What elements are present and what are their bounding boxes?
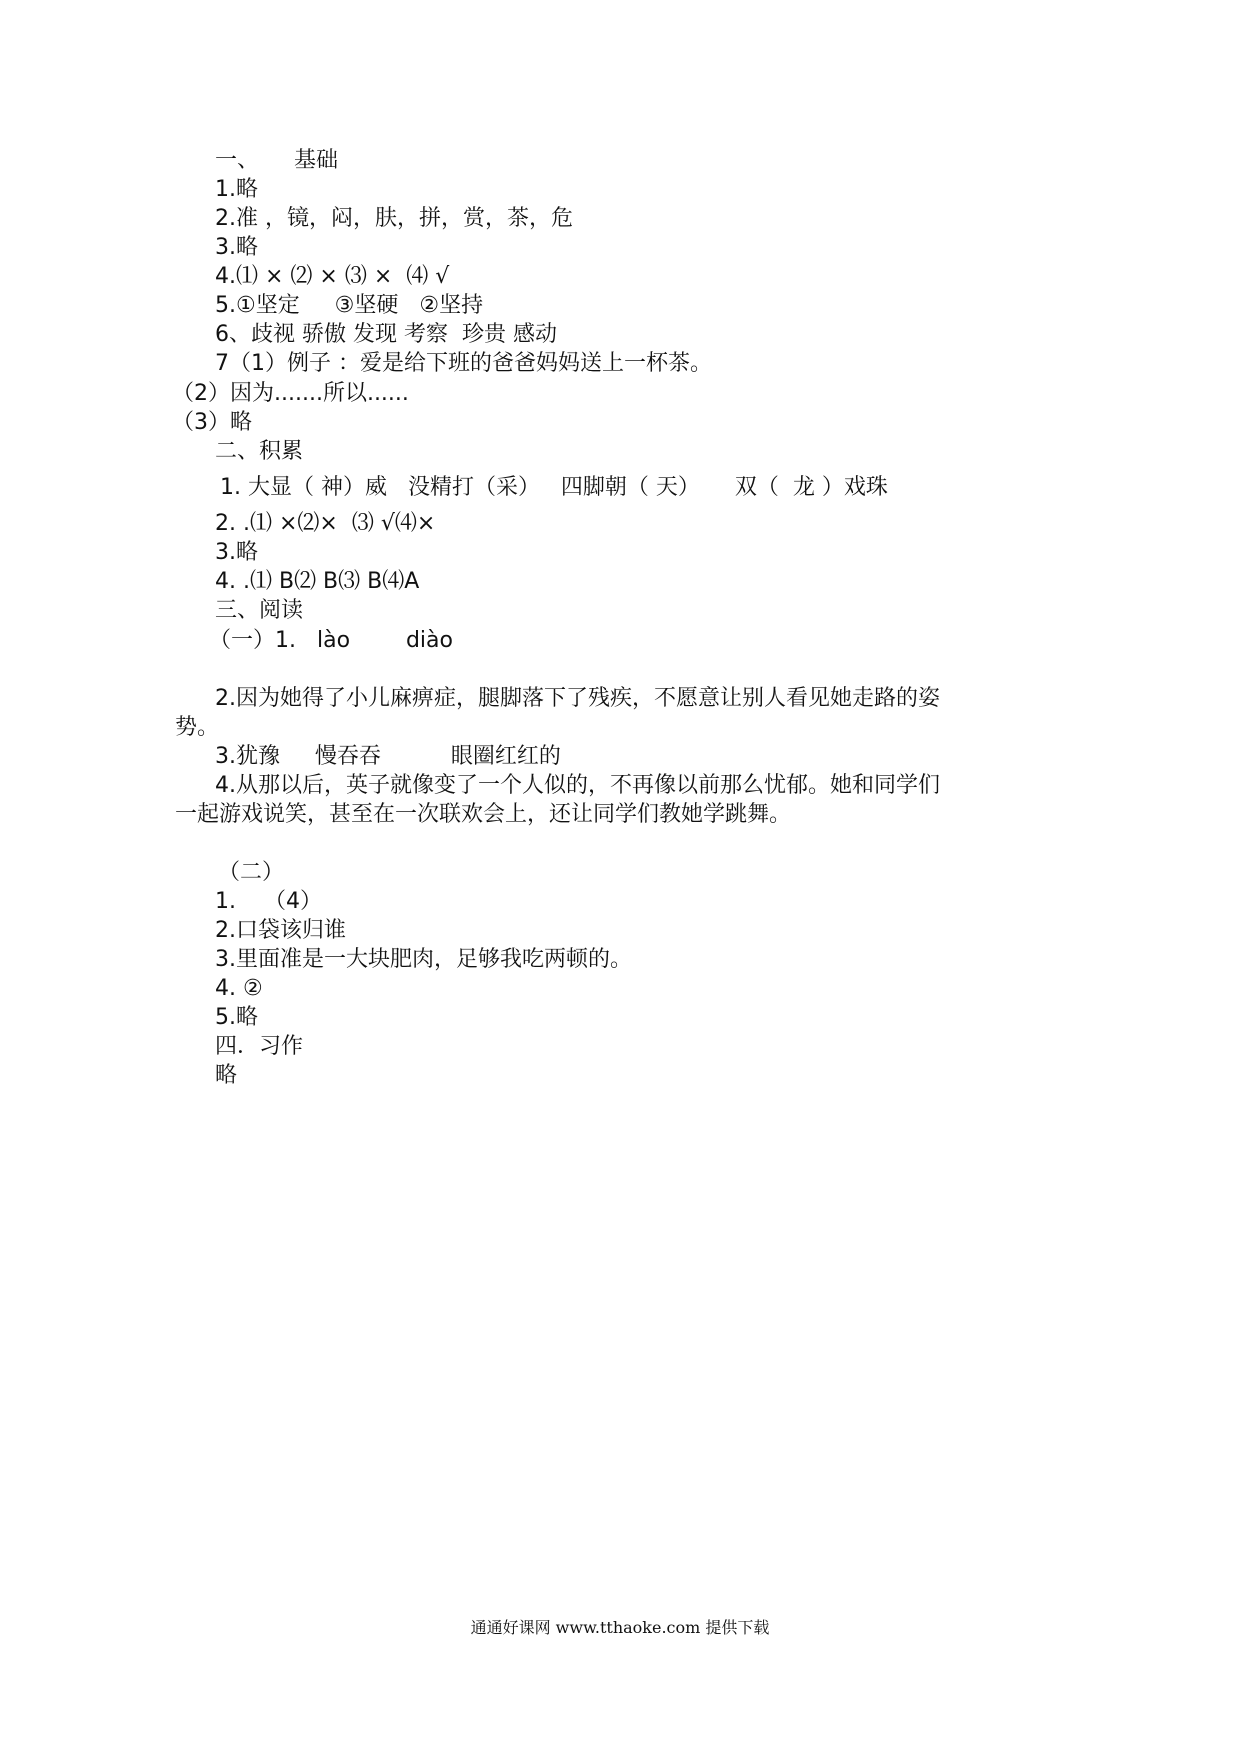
reading-part2-heading: （二）	[218, 860, 285, 885]
basics-item: 5.①坚定 ③坚硬 ②坚持	[215, 293, 484, 318]
reading-part1-q1: （一）1. lào diào	[209, 628, 453, 653]
basics-item: （2）因为.......所以......	[172, 381, 409, 406]
reading-part2-item: 3.里面准是一大块肥肉，足够我吃两顿的。	[215, 947, 632, 972]
section-heading-reading: 三、阅读	[215, 598, 304, 623]
reading-part1-q3: 3.犹豫 慢吞吞 眼圈红红的	[215, 744, 561, 769]
basics-item: 1.略	[215, 177, 258, 202]
section-heading-basics: 一、 基础	[215, 148, 338, 173]
basics-item: 3.略	[215, 235, 258, 260]
reading-part1-q4-continued: 一起游戏说笑，甚至在一次联欢会上，还让同学们教她学跳舞。	[175, 802, 792, 827]
accumulation-item: 1. 大显（ 神）威 没精打（采） 四脚朝（ 天） 双（ 龙 ）戏珠	[220, 475, 888, 500]
basics-item: 7（1）例子 ：爱是给下班的爸爸妈妈送上一杯茶。	[215, 351, 712, 376]
reading-part2-item: 2.口袋该归谁	[215, 918, 346, 943]
reading-part2-item: 5.略	[215, 1005, 258, 1030]
page-footer-download-notice: 通通好课网 www.tthaoke.com 提供下载	[470, 1618, 770, 1637]
reading-part1-q2-continued: 势。	[175, 715, 220, 740]
accumulation-item: 3.略	[215, 540, 258, 565]
accumulation-item: 2. .⑴ ×⑵× ⑶ √⑷×	[215, 511, 436, 536]
reading-part2-item: 1. （4）	[215, 889, 322, 914]
section-heading-writing: 四．习作	[215, 1034, 304, 1059]
section-heading-accumulation: 二、积累	[215, 439, 304, 464]
basics-item: 6、歧视 骄傲 发现 考察 珍贵 感动	[215, 322, 557, 347]
reading-part1-q4: 4.从那以后，英子就像变了一个人似的，不再像以前那么忧郁。她和同学们	[215, 773, 940, 798]
basics-item: 2.准 ，镜，闷，肤，拼，赏，茶，危	[215, 206, 573, 231]
reading-part2-item: 4. ②	[215, 976, 263, 1001]
accumulation-item: 4. .⑴ B⑵ B⑶ B⑷A	[215, 569, 420, 594]
reading-part1-q2: 2.因为她得了小儿麻痹症，腿脚落下了残疾，不愿意让别人看见她走路的姿	[215, 686, 940, 711]
writing-answer: 略	[215, 1063, 238, 1088]
basics-item: 4.⑴ × ⑵ × ⑶ × ⑷ √	[215, 264, 450, 289]
basics-item: （3）略	[172, 410, 252, 435]
